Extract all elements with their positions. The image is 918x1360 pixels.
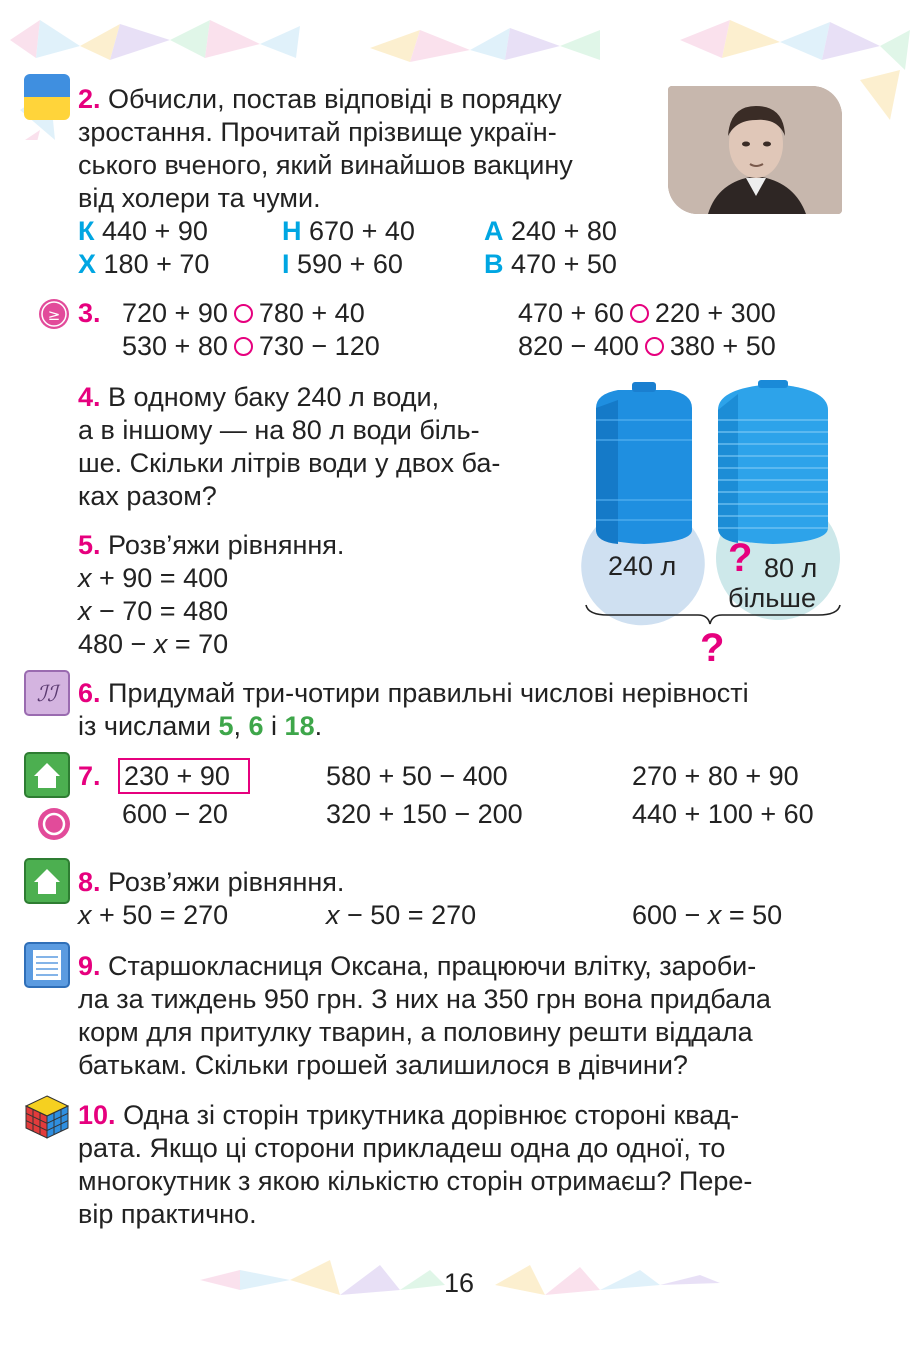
total-question: ?: [700, 626, 725, 670]
notebook-icon: [24, 942, 70, 988]
page-number: 16: [443, 1268, 475, 1298]
task2-text: [78, 83, 644, 215]
task6-line-1: 6. Придумай три-чотири правильні числові нерівності: [78, 678, 749, 708]
task8-equation: x − 50 = 270: [326, 900, 477, 930]
task7-expression: 270 + 80 + 90: [632, 761, 799, 791]
task2-line-4: від холери та чуми.: [78, 183, 321, 213]
right-tank-label-2: більше: [728, 583, 816, 613]
task3-row-1-a: 720 + 90 780 + 40: [122, 298, 365, 328]
task2-item: І 590 + 60: [282, 249, 403, 279]
task2-item: К 440 + 90: [78, 216, 208, 246]
task9-line-1: 9. Старшокласниця Оксана, працюючи влітку, зароби-: [78, 951, 757, 981]
compare-circle[interactable]: [234, 337, 253, 356]
task4-line-1: 4. В одному баку 240 л води,: [78, 382, 440, 412]
task7-expression: 320 + 150 − 200: [326, 799, 523, 829]
task6-line-2: із числами 5, 6 і 18.: [78, 711, 323, 741]
task2-item: Х 180 + 70: [78, 249, 210, 279]
cycle-icon: [36, 806, 72, 842]
left-tank-label: 240 л: [608, 551, 677, 581]
scientist-portrait: [668, 86, 842, 214]
ukraine-flag-icon: [24, 74, 70, 120]
right-tank-question: ?: [728, 536, 753, 580]
task4-text: [78, 381, 562, 513]
task5-equation: 480 − x = 70: [78, 629, 229, 659]
task2-item: А 240 + 80: [484, 216, 617, 246]
compare-circle[interactable]: [645, 337, 664, 356]
task2-line-3: ського вченого, який винайшов вакцину: [78, 150, 573, 180]
task5-equation: x − 70 = 480: [78, 596, 229, 626]
task4-line-3: ше. Скільки літрів води у двох ба-: [78, 448, 501, 478]
task4-line-2: а в іншому — на 80 л води біль-: [78, 415, 480, 445]
task7-expression: 440 + 100 + 60: [632, 799, 814, 829]
task3-number: 3.: [78, 298, 101, 328]
task2-line-1: 2. Обчисли, постав відповіді в порядку: [78, 84, 562, 114]
task8-equation: 600 − x = 50: [632, 900, 783, 930]
task2-number: 2.: [78, 84, 101, 114]
task9-line-3: корм для притулку тварин, а половину решти віддала: [78, 1017, 753, 1047]
right-tank-label-1: 80 л: [764, 553, 818, 583]
task5-equation: x + 90 = 400: [78, 563, 229, 593]
task8-equation: x + 50 = 270: [78, 900, 229, 930]
task9-line-2: ла за тиждень 950 грн. З них на 350 грн вона придбала: [78, 984, 771, 1014]
svg-text:ℐℐ: ℐℐ: [36, 682, 58, 707]
task7-expression: 600 − 20: [122, 799, 228, 829]
task9-text: [78, 950, 842, 1082]
task2-line-2: зростання. Прочитай прізвище украïн-: [78, 117, 557, 147]
compare-circle[interactable]: [630, 304, 649, 323]
task7-expression: 230 + 90: [124, 761, 230, 791]
task10-line-4: вір практично.: [78, 1199, 257, 1229]
comparison-icon: [38, 298, 70, 330]
homework-icon: [24, 858, 70, 904]
task3-row-2-a: 530 + 80 730 − 120: [122, 331, 380, 361]
task3-row-1-b: 470 + 60 220 + 300: [518, 298, 776, 328]
homework-icon: [24, 752, 70, 798]
task5-title: 5. Розв’яжи рівняння.: [78, 530, 345, 560]
task8-title: 8. Розв’яжи рівняння.: [78, 867, 345, 897]
task2-item: Н 670 + 40: [282, 216, 415, 246]
task10-line-3: многокутник з якою кількістю сторін отримаєш? Пере-: [78, 1166, 753, 1196]
task10-line-1: 10. Одна зі сторін трикутника дорівнює стороні квад-: [78, 1100, 740, 1130]
rubiks-cube-icon: [24, 1094, 70, 1140]
compare-circle[interactable]: [234, 304, 253, 323]
task7-expression: 580 + 50 − 400: [326, 761, 508, 791]
task10-text: [78, 1099, 842, 1231]
task10-line-2: рата. Якщо ці сторони прикладеш одна до одної, то: [78, 1133, 726, 1163]
task9-line-4: батькам. Скільки грошей залишилося в дівчини?: [78, 1050, 688, 1080]
task2-item: В 470 + 50: [484, 249, 617, 279]
task4-line-4: ках разом?: [78, 481, 217, 511]
svg-text:≥: ≥: [47, 306, 61, 324]
task5-text: [78, 529, 344, 661]
task6-text: [78, 677, 842, 743]
task7-number: 7.: [78, 761, 101, 791]
task3-row-2-b: 820 − 400 380 + 50: [518, 331, 776, 361]
creative-task-icon: [24, 670, 70, 716]
